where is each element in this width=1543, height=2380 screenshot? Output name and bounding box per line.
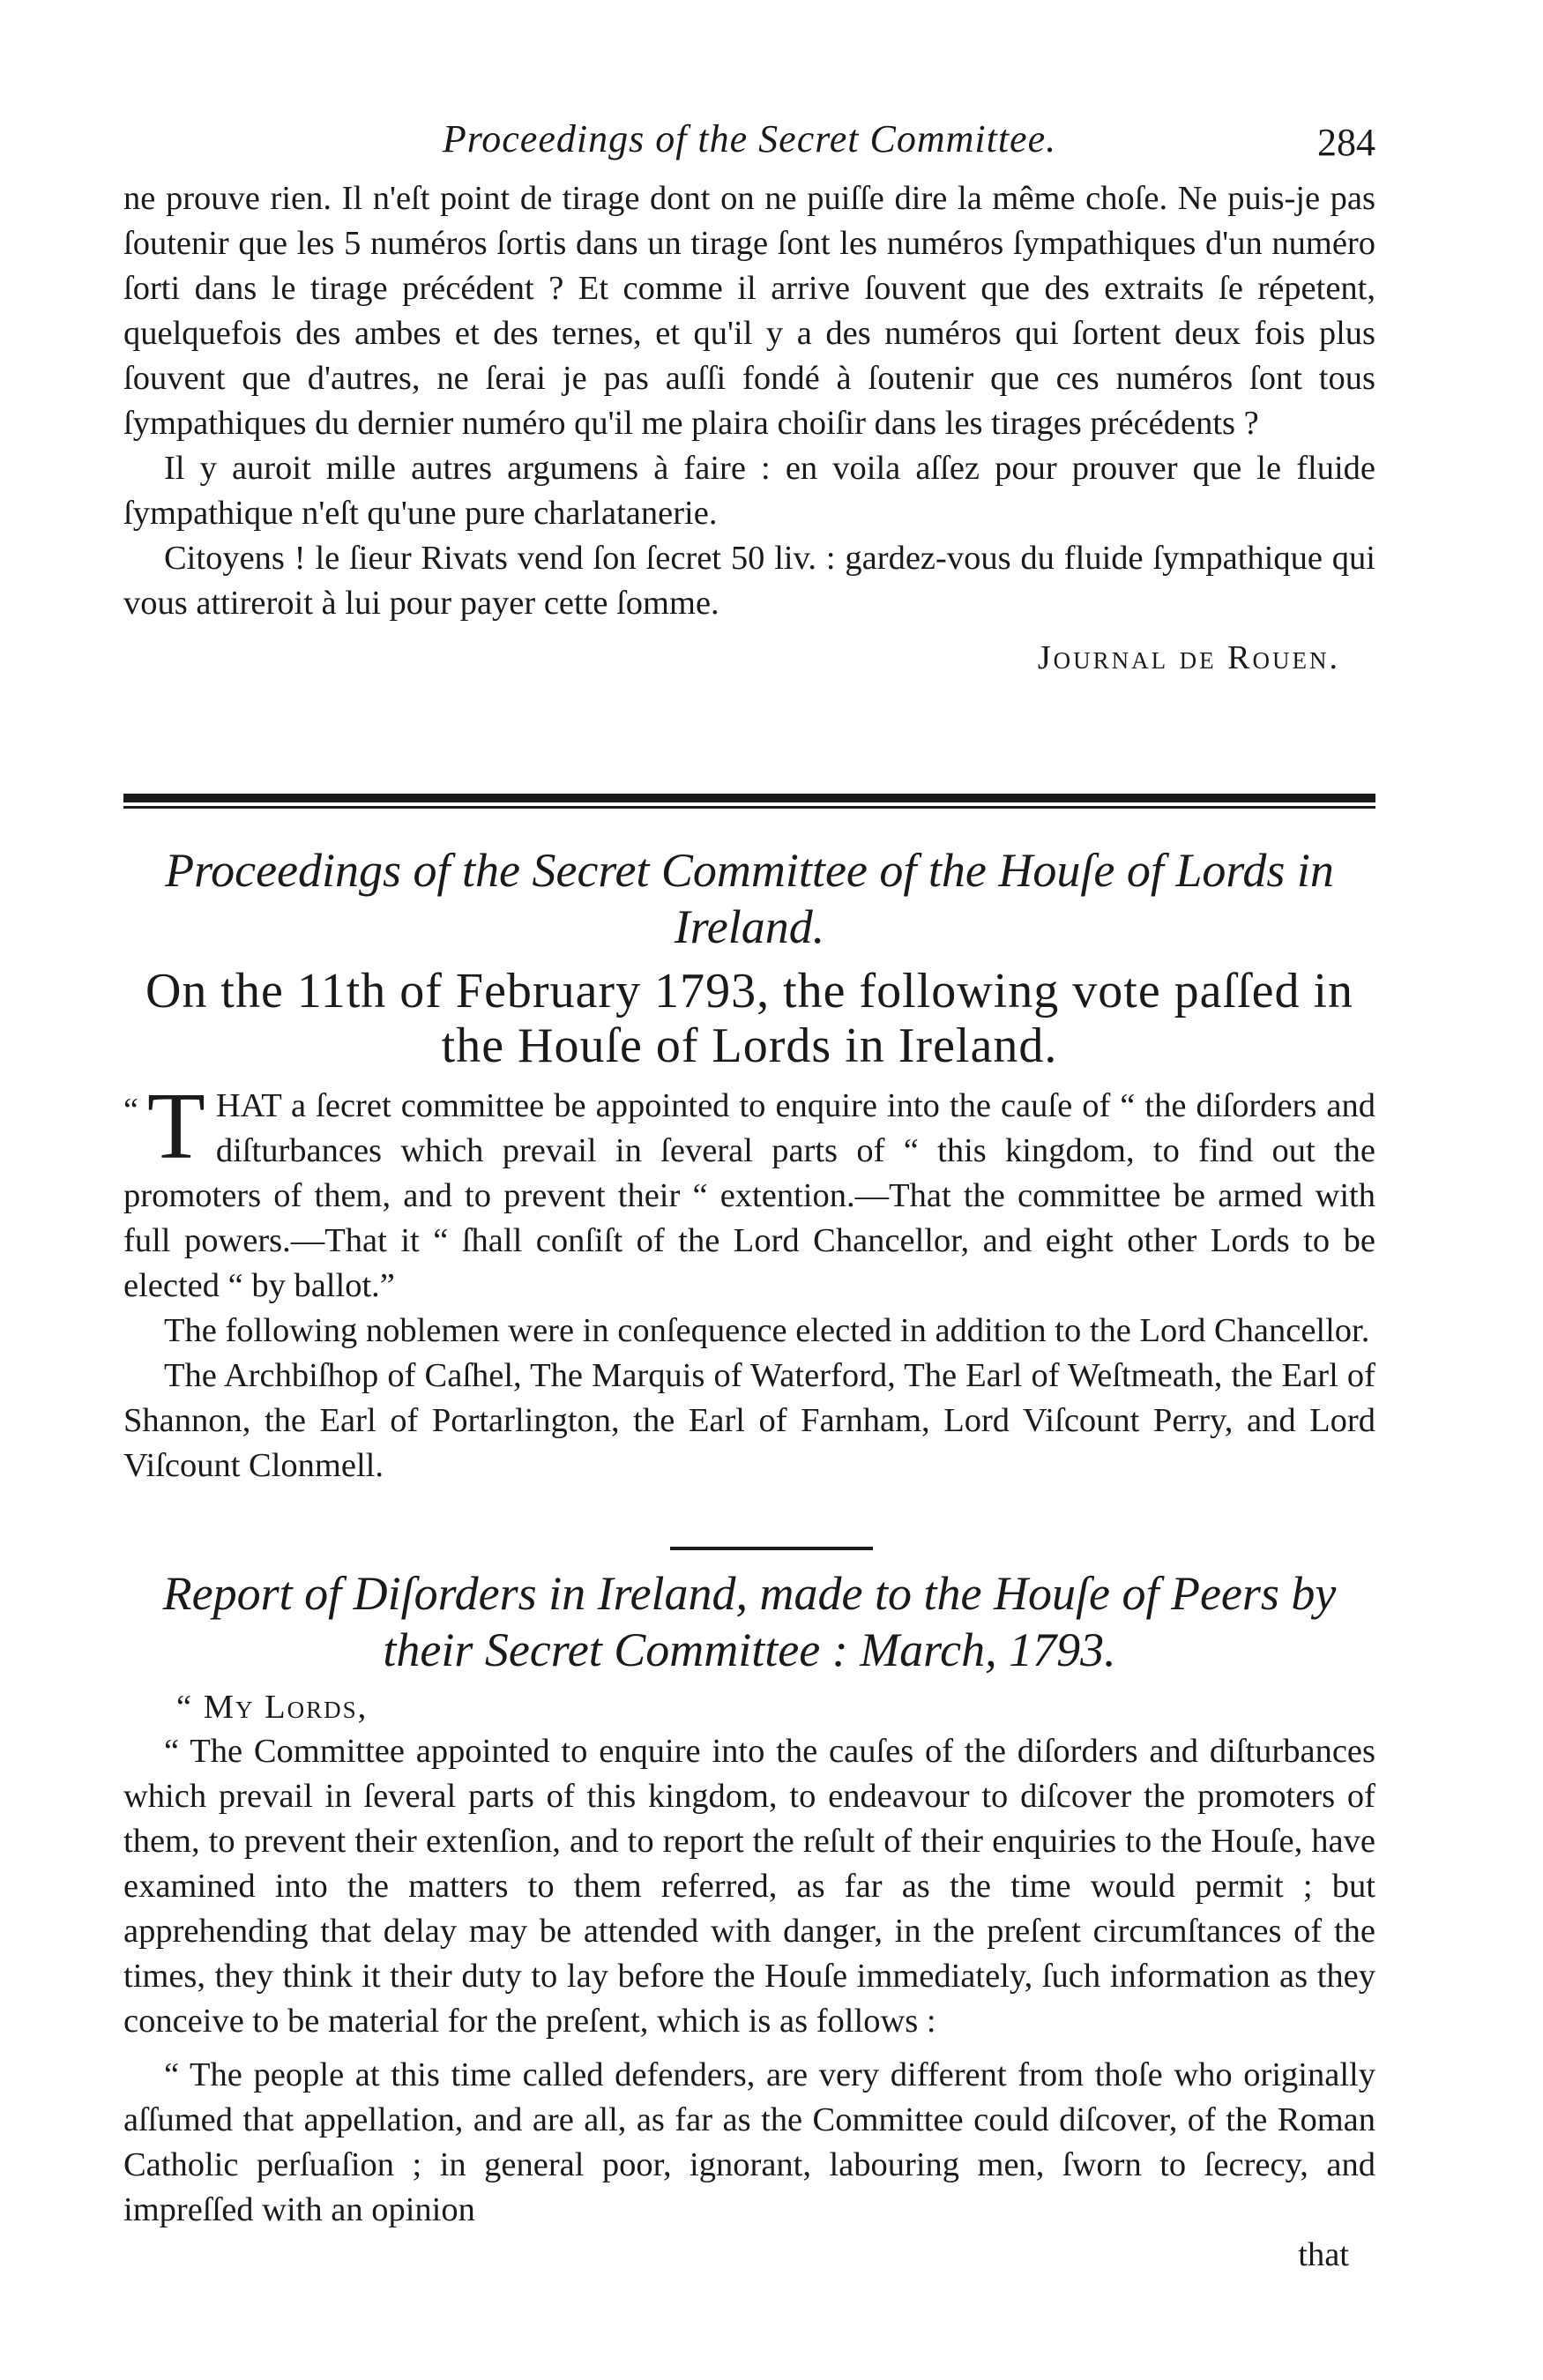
report-paragraph-2: “ The people at this time called defenders, are very different from thoſe who originally aſſumed that appellation, and are all, as far as the Committee could diſcover, of the Roman Catholic perſuaſion ; in general poor, ignorant, labouring men, ſworn to ſecrecy, and impreſſed with an opinion	[123, 2056, 1375, 2228]
running-head-title: Proceedings of the Secret Committee.	[442, 117, 1057, 160]
lords-section	[123, 842, 1375, 1488]
vote-open-quote: “	[123, 1092, 138, 1129]
nobles-paragraph: The following noblemen were in conſequence elected in addition to the Lord Chancellor.	[164, 1312, 1370, 1349]
french-section	[123, 176, 1375, 677]
french-paragraph-1: ne prouve rien. Il n'eſt point de tirage dont on ne puiſſe dire la même choſe. Ne puis-je pas ſoutenir que les 5 numéros ſortis dans un tirage ſont les numéros ſympathiques d'un numéro ſorti dans le tirage précédent ? Et comme il arrive ſouvent que des extraits ſe répetent, quelquefois des ambes et des ternes, et qu'il y a des numéros qui ſortent deux fois plus ſouvent que d'autres, ne ſerai je pas auſſi fondé à ſoutenir que ces numéros ſont tous ſympathiques du dernier numéro qu'il me plaira choiſir dans les tirages précédents ?	[123, 180, 1375, 442]
signature	[123, 638, 1375, 677]
vote-dropcap: T	[146, 1074, 205, 1179]
lords-subheading: On the 11th of February 1793, the following vote paſſed in the Houſe of Lords in Ireland.	[145, 964, 1354, 1073]
report-section	[123, 1565, 1375, 2277]
french-paragraph-3: Citoyens ! le ſieur Rivats vend ſon ſecret 50 liv. : gardez-vous du fluide ſympathique qui vous attireroit à lui pour payer cette ſomme.	[123, 540, 1375, 622]
section-rule-thick	[123, 794, 1375, 802]
salutation: “ My Lords,	[176, 1689, 369, 1726]
report-heading: Report of Diſorders in Ireland, made to the Houſe of Peers by their Secret Committee : March, 1793.	[162, 1567, 1337, 1676]
page-number: 284	[1317, 121, 1375, 164]
vote-text: HAT a ſecret committee be appointed to enquire into the cauſe of “ the diſorders and diſturbances which prevail in ſeveral parts of “ this kingdom, to find out the promoters of them, and to prevent their “ extention.—That the committee be armed with full powers.—That it “ ſhall conſiſt of the Lord Chancellor, and eight other Lords to be elected “ by ballot.”	[123, 1087, 1375, 1304]
short-rule	[670, 1547, 873, 1550]
lords-heading: Proceedings of the Secret Committee of the Houſe of Lords in Ireland.	[165, 844, 1334, 953]
catchword: that	[1298, 2236, 1349, 2273]
french-paragraph-2: Il y auroit mille autres argumens à faire : en voila aſſez pour prouver que le fluide ſympathique n'eſt qu'une pure charlatanerie.	[123, 450, 1375, 532]
vote-block	[123, 1074, 1375, 1309]
section-rule-thin	[123, 806, 1375, 809]
report-paragraph-1: “ The Committee appointed to enquire into the cauſes of the diſorders and diſturbances which prevail in ſeveral parts of this kingdom, to endeavour to diſcover the promoters of them, to prevent their extenſion, and to report the reſult of their enquiries to the Houſe, have examined into the matters to them referred, as far as the time would permit ; but apprehending that delay may be attended with danger, in the preſent circumſtances of the times, they think it their duty to lay before the Houſe immediately, ſuch information as they conceive to be material for the preſent, which is as follows :	[123, 1733, 1375, 2040]
running-head	[123, 116, 1375, 169]
names-paragraph: The Archbiſhop of Caſhel, The Marquis of Waterford, The Earl of Weſtmeath, the Earl of Shannon, the Earl of Portarlington, the Earl of Farnham, Lord Viſcount Perry, and Lord Viſcount Clonmell.	[123, 1357, 1375, 1484]
signature-text: Journal de Rouen.	[1037, 639, 1340, 676]
